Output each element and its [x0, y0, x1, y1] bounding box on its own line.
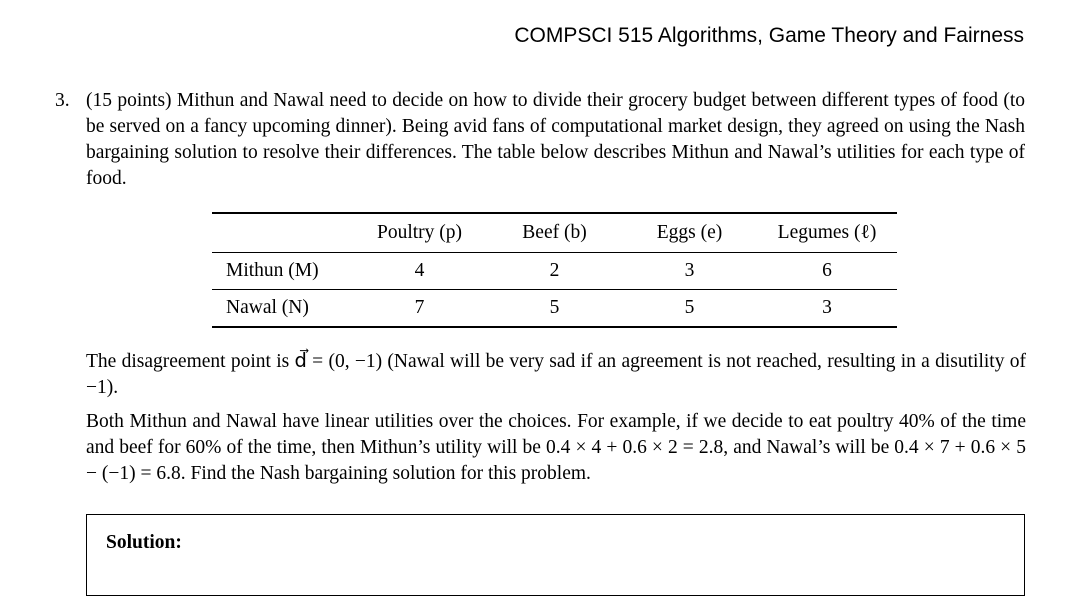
table-header-cell: Legumes (ℓ) — [757, 213, 897, 253]
table-header-row — [212, 213, 897, 253]
table-header-cell: Beef (b) — [487, 213, 622, 253]
solution-box[interactable] — [86, 514, 1025, 596]
table-header-cell: Poultry (p) — [352, 213, 487, 253]
table-header-cell — [212, 213, 352, 253]
problem-statement — [55, 88, 1025, 192]
table-cell: 2 — [487, 253, 622, 290]
utility-table-wrapper — [212, 212, 897, 328]
table-cell: 3 — [822, 297, 832, 318]
table-cell: 5 — [549, 297, 560, 318]
row-label: Nawal (N) — [226, 297, 309, 318]
table-row — [212, 253, 897, 290]
table-header-cell: Eggs (e) — [622, 213, 757, 253]
table-cell: 3 — [622, 253, 757, 290]
linear-utilities-paragraph: Both Mithun and Nawal have linear utilities over the choices. For example, if we decide to eat poultry 40% of the time and beef for 60% of the time, then Mithun’s utility will be 0.4 × 4 + 0.6 × 2 = 2.8, and Nawal’s will be 0.4 × 7 + 0.6 × 5 − (−1) = 6.8. Find the Nash bargaining solution for this problem. — [86, 411, 1026, 484]
table-cell: 4 — [352, 253, 487, 290]
utility-table — [212, 212, 897, 328]
solution-title: Solution: — [106, 532, 182, 553]
table-cell: 6 — [757, 253, 897, 290]
course-header: COMPSCI 515 Algorithms, Game Theory and Fairness — [514, 24, 1024, 47]
problem-number: 3. — [55, 90, 70, 111]
problem-intro: (15 points) Mithun and Nawal need to decide on how to divide their grocery budget between different types of food (to be served on a fancy upcoming dinner). Being avid fans of computational market design, they agreed on using the Nash bargaining solution to resolve their differences. The table below describes Mithun and Nawal’s utilities for each type of food. — [86, 90, 1025, 189]
table-cell: 5 — [684, 297, 695, 318]
table-row — [212, 290, 897, 328]
disagreement-paragraph: The disagreement point is d⃗ = (0, −1) (Nawal will be very sad if an agreement is not reached, resulting in a disutility of −1). — [86, 351, 1026, 398]
table-cell: 7 — [414, 297, 425, 318]
row-label: Mithun (M) — [212, 253, 352, 290]
